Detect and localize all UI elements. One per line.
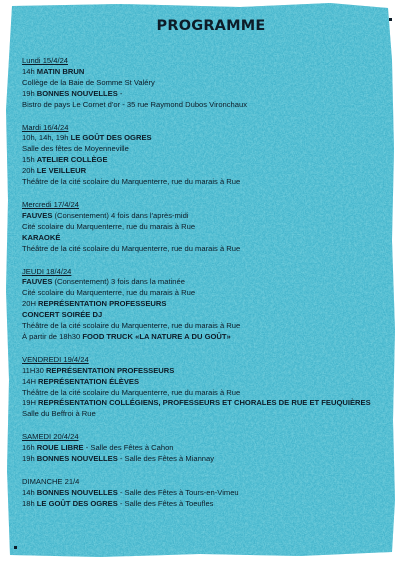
event-name: MATIN BRUN — [36, 66, 85, 76]
event-name: KARAOKÉ — [22, 232, 61, 242]
page-title: PROGRAMME — [156, 18, 266, 34]
day-heading: JEUDI 18/4/24 — [22, 266, 72, 276]
event-detail: (Consentement) 3 fois dans la matinée — [52, 277, 185, 287]
event-name: REPRÉSENTATION COLLÉGIENS, PROFESSEURS ET CHORALES DE RUE ET FEUQUIÈRES — [38, 398, 371, 408]
day-heading: Lundi 15/4/24 — [22, 56, 69, 65]
event-name: BONNES NOUVELLES — [36, 454, 118, 464]
event-detail: Théâtre de la cité scolaire du Marquenterre, rue du marais à Rue — [22, 177, 241, 187]
event-detail: 10h, 14h, 19h — [22, 133, 71, 143]
event-name: CONCERT SOIRÉE DJ — [22, 310, 103, 320]
event-detail: 19h — [22, 88, 37, 98]
day-heading: Mardi 16/4/24 — [22, 122, 69, 132]
day-block — [22, 477, 394, 510]
schedule-line — [22, 321, 394, 332]
event-detail: Cité scolaire du Marquenterre, rue du marais à Rue — [22, 288, 196, 298]
event-name: LE VEILLEUR — [36, 166, 87, 176]
event-name: REPRÉSENTATION PROFESSEURS — [38, 299, 167, 309]
schedule-line — [22, 89, 394, 100]
day-block — [22, 432, 394, 465]
schedule-line — [22, 409, 394, 420]
schedule-line — [22, 299, 394, 310]
day-heading: SAMEDI 20/4/24 — [22, 432, 79, 442]
event-detail: Collège de la Baie de Somme St Valéry — [22, 77, 155, 87]
event-detail: À partir de 18h30 — [22, 331, 83, 341]
schedule-line — [22, 222, 394, 233]
event-detail: - Salle des Fêtes à Cahon — [83, 443, 174, 453]
day-block — [22, 123, 394, 188]
schedule-line — [22, 366, 394, 377]
corner-mark-bottom-left — [14, 546, 17, 549]
schedule-line — [22, 100, 394, 111]
event-detail: 19H — [22, 398, 39, 408]
schedule-line — [22, 488, 394, 499]
event-name: ATELIER COLLÈGE — [36, 155, 108, 165]
event-detail: 14h — [22, 66, 37, 76]
event-detail: Bistro de pays Le Cornet d'or - 35 rue Raymond Dubos Vironchaux — [22, 99, 248, 109]
event-name: FAUVES — [22, 210, 53, 220]
event-detail: 19h — [22, 454, 37, 464]
schedule-line — [22, 332, 394, 343]
schedule-line — [22, 499, 394, 510]
event-detail: Théâtre de la cité scolaire du Marquenterre, rue du marais à Rue — [22, 321, 241, 331]
event-detail: 14H — [22, 376, 39, 386]
schedule-line — [22, 310, 394, 321]
schedule-line — [22, 166, 394, 177]
schedule-line — [22, 377, 394, 388]
schedule-line — [22, 67, 394, 78]
schedule-list — [22, 56, 394, 510]
schedule-line — [22, 398, 394, 409]
event-detail: 16h — [22, 443, 37, 453]
schedule-line — [22, 211, 394, 222]
event-detail: Salle du Beffroi à Rue — [22, 409, 96, 419]
schedule-line — [22, 277, 394, 288]
day-block — [22, 56, 394, 111]
event-detail: 11H30 — [22, 365, 46, 375]
schedule-line — [22, 244, 394, 255]
schedule-line — [22, 133, 394, 144]
event-detail: Théâtre de la cité scolaire du Marquenterre, rue du marais à Rue — [22, 387, 241, 397]
day-block — [22, 267, 394, 343]
event-name: FOOD TRUCK «LA NATURE A DU GOÛT» — [82, 331, 231, 341]
event-name: LE GOÛT DES OGRES — [36, 498, 118, 508]
schedule-line — [22, 454, 394, 465]
schedule-line — [22, 388, 394, 399]
day-heading: DIMANCHE 21/4 — [22, 477, 80, 486]
event-name: FAUVES — [22, 277, 53, 287]
schedule-line — [22, 155, 394, 166]
event-detail: 18h — [22, 498, 37, 508]
event-detail: - Salle des Fêtes à Toeufles — [117, 498, 214, 508]
schedule-line — [22, 288, 394, 299]
schedule-line — [22, 177, 394, 188]
event-name: BONNES NOUVELLES — [36, 487, 118, 497]
schedule-line — [22, 144, 394, 155]
event-detail: 20H — [22, 299, 39, 309]
event-name: ROUE LIBRE — [36, 443, 84, 453]
event-detail: 15h — [22, 155, 37, 165]
event-name: REPRÉSENTATION PROFESSEURS — [45, 365, 175, 375]
day-block — [22, 200, 394, 255]
event-detail: - — [117, 88, 123, 98]
event-detail: - Salle des Fêtes à Tours-en-Vimeu — [117, 487, 239, 497]
event-detail: - Salle des Fêtes à Miannay — [117, 454, 215, 464]
program-content — [22, 18, 394, 522]
event-detail: 20h — [22, 166, 37, 176]
day-heading: Mercredi 17/4/24 — [22, 199, 79, 209]
event-detail: Cité scolaire du Marquenterre, rue du marais à Rue — [22, 221, 196, 231]
event-name: REPRÉSENTATION ÉLÈVES — [38, 376, 140, 386]
schedule-line — [22, 78, 394, 89]
schedule-line — [22, 443, 394, 454]
event-name: BONNES NOUVELLES — [36, 88, 118, 98]
event-name: LE GOÛT DES OGRES — [70, 133, 152, 143]
event-detail: (Consentement) 4 fois dans l'après-midi — [52, 210, 189, 220]
event-detail: Salle des fêtes de Moyenneville — [22, 144, 129, 154]
event-detail: Théâtre de la cité scolaire du Marquenterre, rue du marais à Rue — [22, 243, 241, 253]
day-block — [22, 355, 394, 420]
event-detail: 14h — [22, 487, 37, 497]
schedule-line — [22, 233, 394, 244]
day-heading: VENDREDI 19/4/24 — [22, 354, 89, 364]
